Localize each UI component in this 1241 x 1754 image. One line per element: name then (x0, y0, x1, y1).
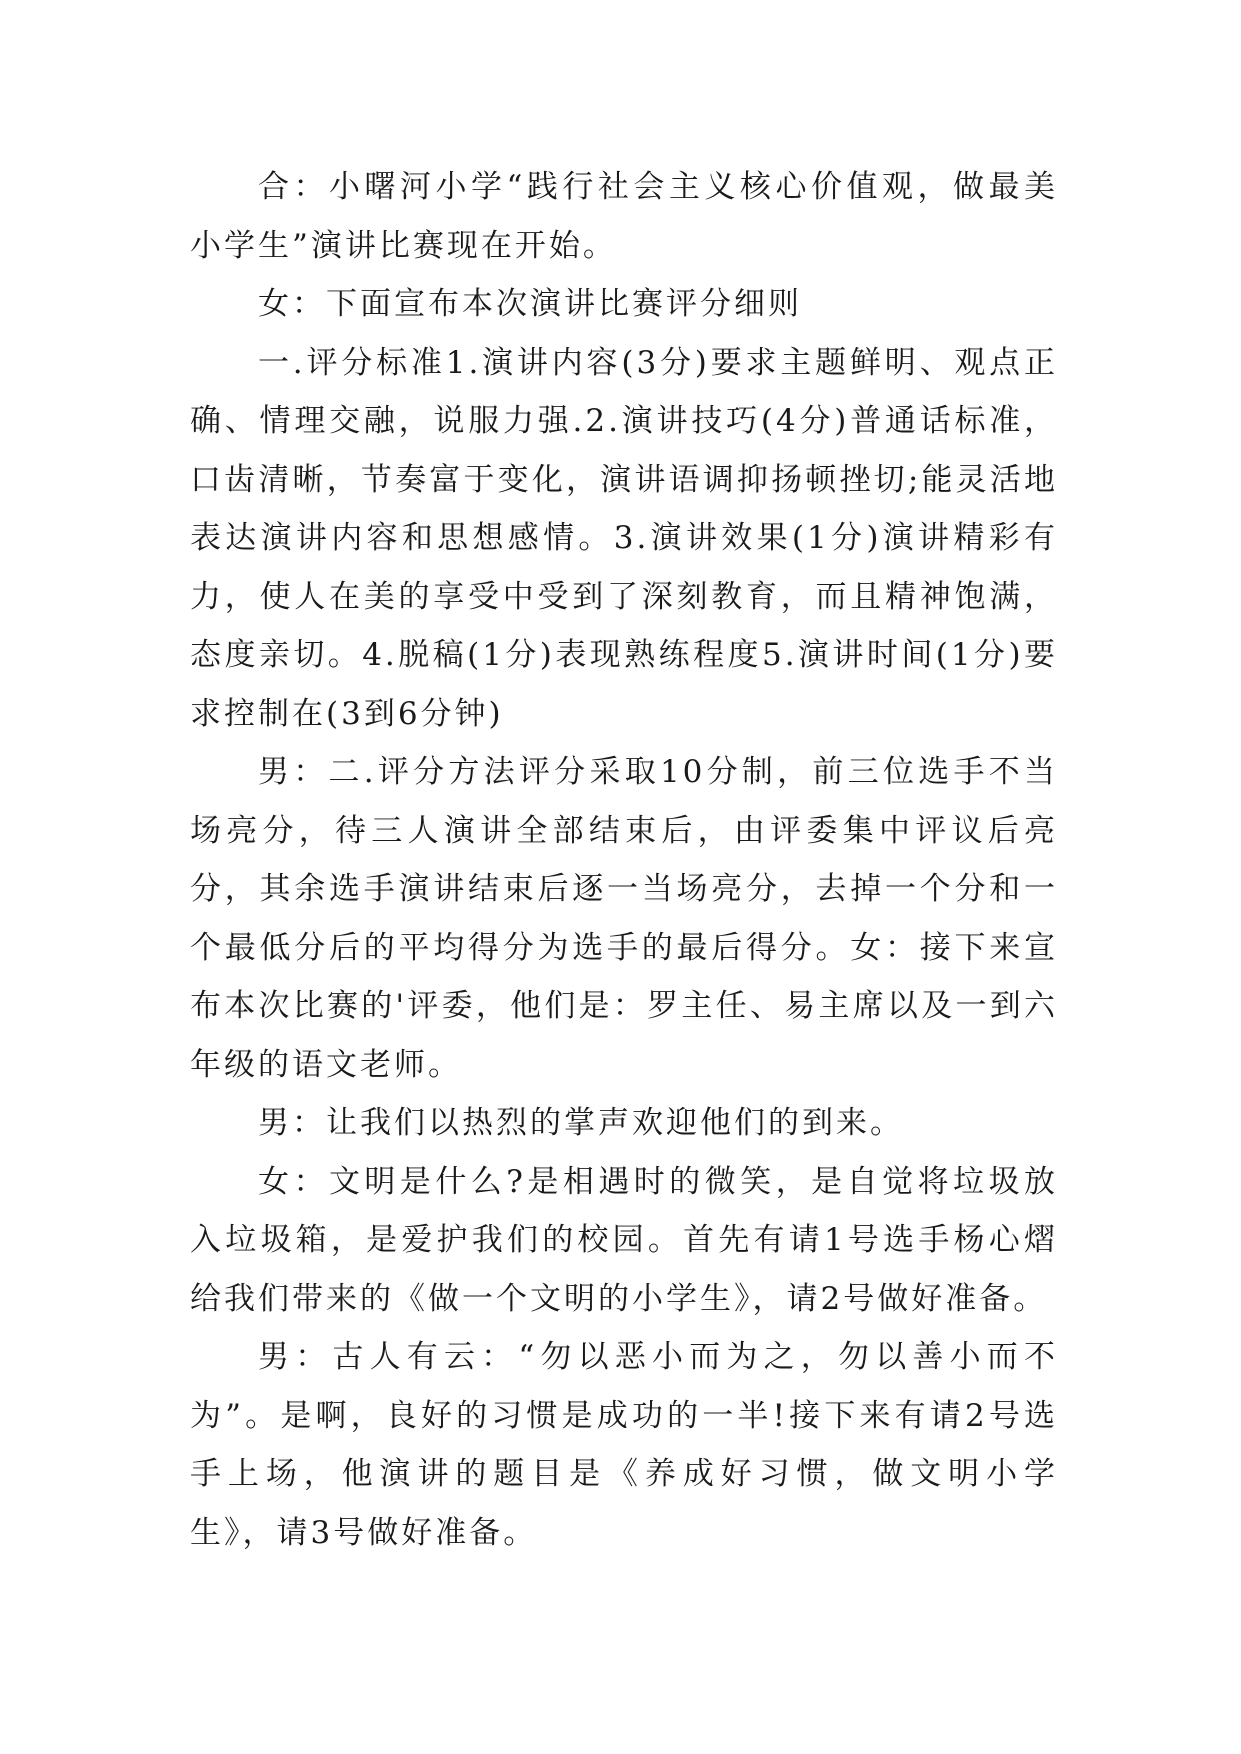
document-body (190, 158, 1058, 1562)
paragraph-scoring-method: 男：二.评分方法评分采取10分制，前三位选手不当场亮分，待三人演讲全部结束后，由评委集中评议后亮分，其余选手演讲结束后逐一当场亮分，去掉一个分和一个最低分后的平均得分为选手的最后得分。女：接下来宣布本次比赛的'评委，他们是：罗主任、易主席以及一到六年级的语文老师。 (190, 754, 1058, 1083)
paragraph-contestant-two: 男：古人有云：“勿以恶小而为之，勿以善小而不为”。是啊，良好的习惯是成功的一半!接下来有请2号选手上场，他演讲的题目是《养成好习惯，做文明小学生》，请3号做好准备。 (190, 1339, 1058, 1551)
paragraph-welcome-judges: 男：让我们以热烈的掌声欢迎他们的到来。 (258, 1105, 904, 1141)
paragraph-opening: 合：小曙河小学“践行社会主义核心价值观，做最美小学生”演讲比赛现在开始。 (190, 169, 1058, 264)
paragraph-contestant-one: 女：文明是什么?是相遇时的微笑，是自觉将垃圾放入垃圾箱，是爱护我们的校园。首先有请1号选手杨心熠给我们带来的《做一个文明的小学生》，请2号做好准备。 (190, 1163, 1058, 1317)
paragraph-scoring-criteria: 一.评分标准1.演讲内容(3分)要求主题鲜明、观点正确、情理交融，说服力强.2.演讲技巧(4分)普通话标准，口齿清晰，节奏富于变化，演讲语调抑扬顿挫切;能灵活地表达演讲内容和思想感情。3.演讲效果(1分)演讲精彩有力，使人在美的享受中受到了深刻教育，而且精神饱满，态度亲切。4.脱稿(1分)表现熟练程度5.演讲时间(1分)要求控制在(3到6分钟) (190, 344, 1058, 732)
paragraph-rules-intro: 女：下面宣布本次演讲比赛评分细则 (258, 286, 802, 322)
